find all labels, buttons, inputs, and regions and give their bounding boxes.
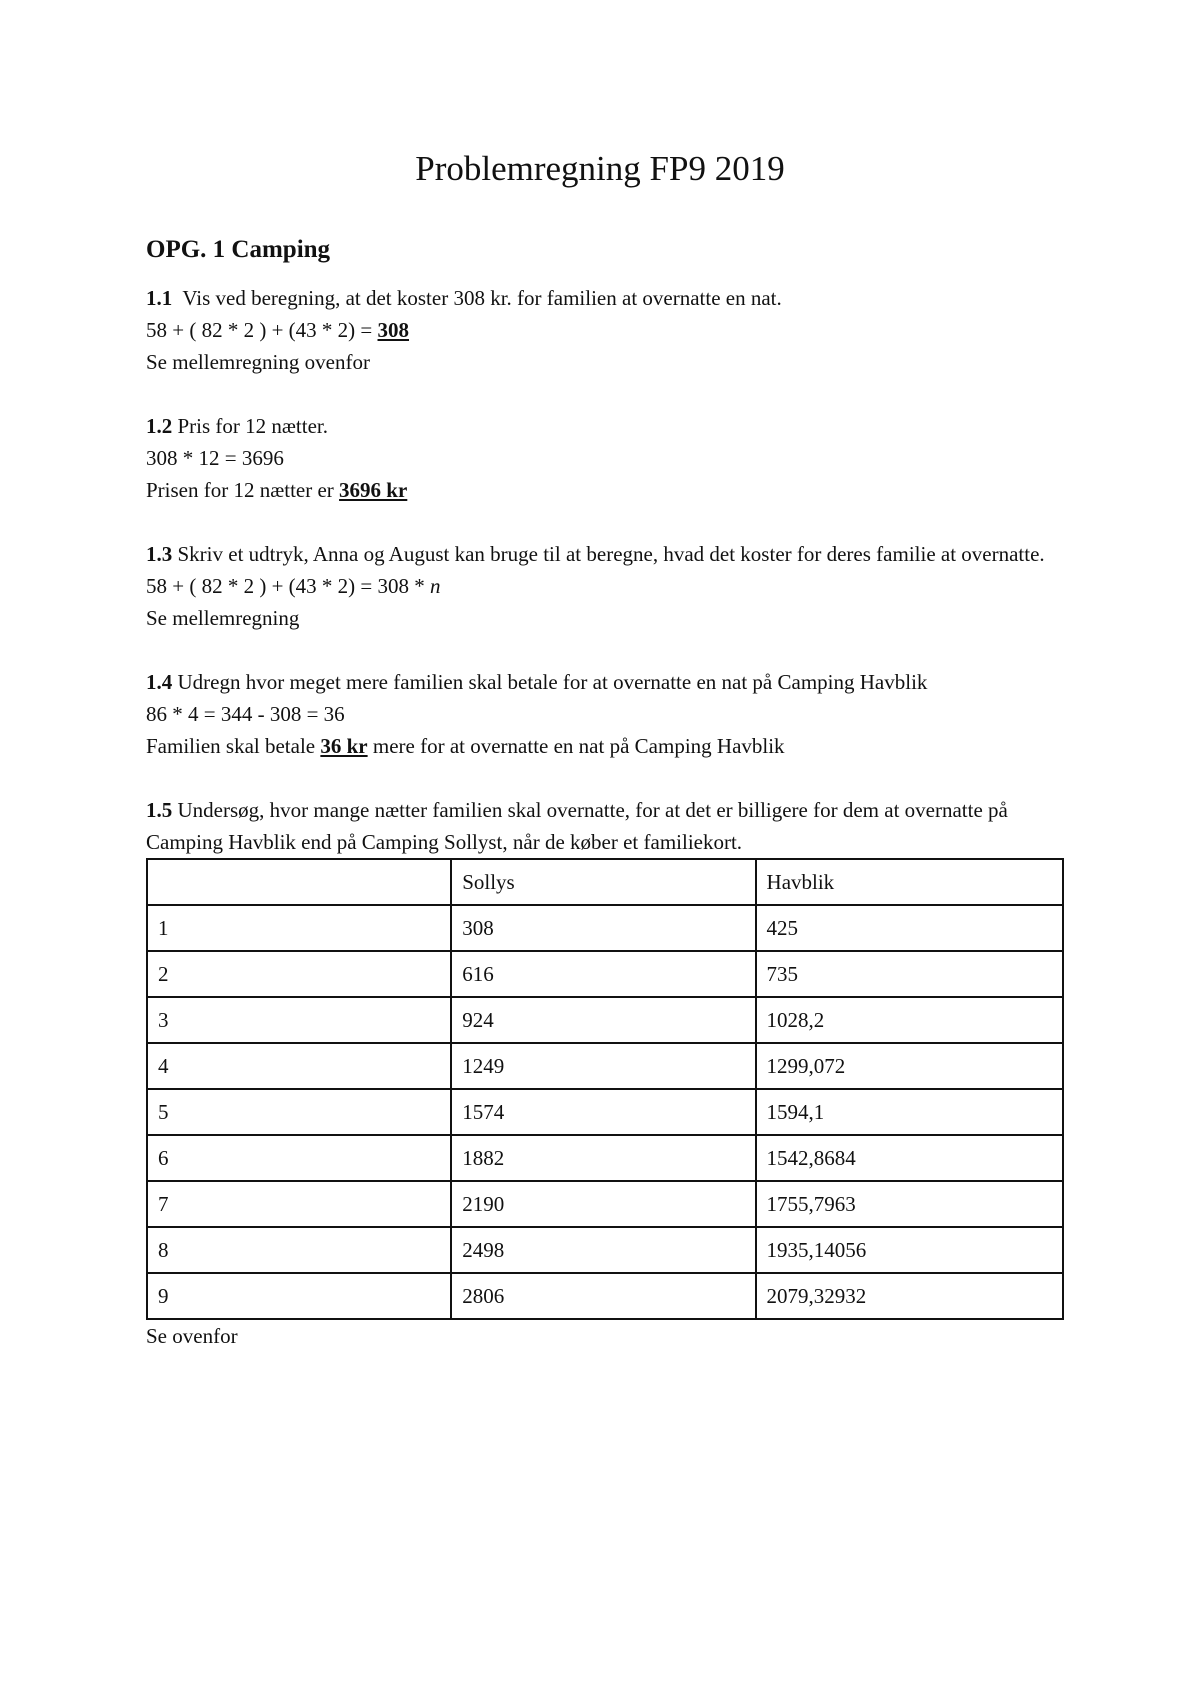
table-cell: 616 [451, 951, 755, 997]
question-1-5 [146, 794, 1066, 858]
table-header-row [147, 859, 1063, 905]
question-1-1 [146, 282, 1066, 314]
table-cell: 7 [147, 1181, 451, 1227]
table-cell: 1935,14056 [756, 1227, 1063, 1273]
table-cell: 6 [147, 1135, 451, 1181]
table-cell: 1755,7963 [756, 1181, 1063, 1227]
table-header-cell: Sollys [451, 859, 755, 905]
question-text: Undersøg, hvor mange nætter familien skal overnatte, for at det er billigere for dem at overnatte på Camping Havblik end på Camping Sollyst, når de køber et familiekort. [146, 798, 1008, 854]
question-1-2 [146, 410, 1066, 442]
calculation-result: 308 [377, 318, 410, 342]
exercise-heading: OPG. 1 Camping [146, 236, 331, 263]
table-cell: 735 [756, 951, 1063, 997]
section-1-3 [146, 538, 1066, 634]
calculation-expression: 58 + ( 82 * 2 ) + (43 * 2) = [146, 318, 378, 342]
table-cell: 5 [147, 1089, 451, 1135]
question-1-4 [146, 666, 1066, 698]
calculation-1-2: 308 * 12 = 3696 [146, 446, 284, 470]
price-comparison-table [146, 858, 1064, 1320]
table-header-cell [147, 859, 451, 905]
table-row [147, 951, 1063, 997]
question-1-3 [146, 538, 1066, 570]
table-cell: 2 [147, 951, 451, 997]
question-number: 1.3 [146, 542, 173, 566]
table-cell: 1542,8684 [756, 1135, 1063, 1181]
table-row [147, 997, 1063, 1043]
answer-1-2 [146, 474, 1066, 506]
table-row [147, 1273, 1063, 1319]
note-1-3: Se mellemregning [146, 606, 300, 630]
table-row [147, 1043, 1063, 1089]
table-cell: 2079,32932 [756, 1273, 1063, 1319]
table-cell: 1249 [451, 1043, 755, 1089]
answer-text: Familien skal betale [146, 734, 321, 758]
table-cell: 1299,072 [756, 1043, 1063, 1089]
table-cell: 924 [451, 997, 755, 1043]
section-1-1 [146, 282, 1066, 378]
calculation-1-3 [146, 570, 1066, 602]
table-header-cell: Havblik [756, 859, 1063, 905]
table-row [147, 905, 1063, 951]
question-number: 1.4 [146, 670, 173, 694]
note-1-1: Se mellemregning ovenfor [146, 350, 370, 374]
section-1-4 [146, 666, 1066, 762]
table-row [147, 1181, 1063, 1227]
variable-n: n [430, 574, 441, 598]
question-text: Skriv et udtryk, Anna og August kan bruge til at beregne, hvad det koster for deres familie at overnatte. [177, 542, 1045, 566]
calculation-expression: 58 + ( 82 * 2 ) + (43 * 2) = 308 * [146, 574, 431, 598]
question-number: 1.2 [146, 414, 173, 438]
table-cell: 3 [147, 997, 451, 1043]
answer-text: Prisen for 12 nætter er [146, 478, 340, 502]
table-cell: 308 [451, 905, 755, 951]
section-1-2 [146, 410, 1066, 506]
table-cell: 1594,1 [756, 1089, 1063, 1135]
page-title: Problemregning FP9 2019 [415, 149, 785, 188]
table-cell: 2806 [451, 1273, 755, 1319]
question-text: Udregn hvor meget mere familien skal betale for at overnatte en nat på Camping Havblik [177, 670, 928, 694]
table-cell: 9 [147, 1273, 451, 1319]
table-row [147, 1227, 1063, 1273]
answer-value: 3696 kr [339, 478, 408, 502]
table-cell: 1882 [451, 1135, 755, 1181]
question-number: 1.5 [146, 798, 173, 822]
question-text: Vis ved beregning, at det koster 308 kr. for familien at overnatte en nat. [182, 286, 782, 310]
table-cell: 8 [147, 1227, 451, 1273]
answer-value: 36 kr [320, 734, 368, 758]
table-cell: 2498 [451, 1227, 755, 1273]
table-body [147, 859, 1063, 1319]
calculation-1-4: 86 * 4 = 344 - 308 = 36 [146, 702, 345, 726]
note-1-5: Se ovenfor [146, 1324, 238, 1348]
table-cell: 2190 [451, 1181, 755, 1227]
calculation-1-1 [146, 314, 1066, 346]
table-cell: 4 [147, 1043, 451, 1089]
table-cell: 1574 [451, 1089, 755, 1135]
table-row [147, 1089, 1063, 1135]
table-cell: 425 [756, 905, 1063, 951]
table-cell: 1028,2 [756, 997, 1063, 1043]
answer-1-4 [146, 730, 1066, 762]
document-body [146, 232, 1066, 1352]
table-row [147, 1135, 1063, 1181]
section-1-5 [146, 794, 1066, 1352]
question-text: Pris for 12 nætter. [177, 414, 328, 438]
table-cell: 1 [147, 905, 451, 951]
answer-suffix: mere for at overnatte en nat på Camping Havblik [367, 734, 785, 758]
question-number: 1.1 [146, 286, 173, 310]
